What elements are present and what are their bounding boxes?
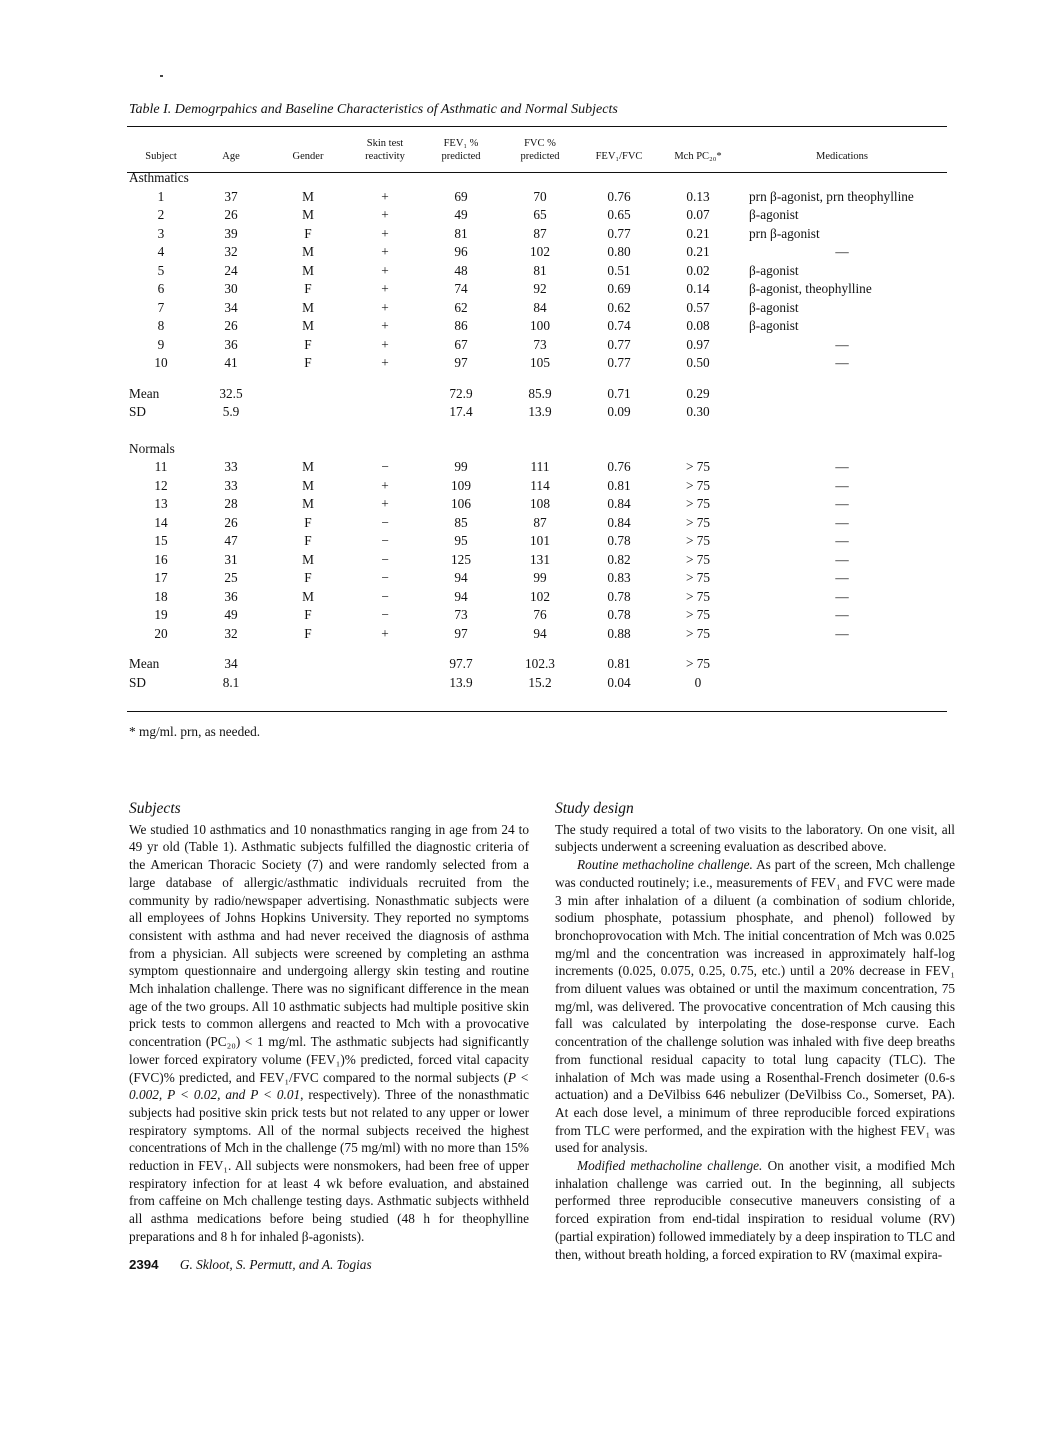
cell-ratio: 0.71 <box>607 385 631 401</box>
cell-fev: 74 <box>454 281 468 297</box>
cell-gender <box>267 655 349 674</box>
cell-fvc: 102 <box>530 244 550 260</box>
cell-skin-test: + <box>381 355 389 371</box>
table-row <box>127 569 947 588</box>
cell-subject: 3 <box>157 225 165 241</box>
cell-skin-test: + <box>381 207 389 223</box>
cell-ratio: 0.78 <box>607 533 631 549</box>
cell-skin-test: + <box>381 336 389 352</box>
cell-fev: 125 <box>451 551 471 567</box>
cell-age: 33 <box>224 477 238 493</box>
header-ratio: FEV₁/FVC <box>595 151 643 162</box>
cell-medications: — <box>835 355 849 371</box>
header-gender: Gender <box>292 151 324 162</box>
cell-skin-test: + <box>381 299 389 315</box>
cell-ratio: 0.83 <box>607 570 631 586</box>
header-skin-line1: Skin test <box>366 138 404 149</box>
cell-medications: — <box>835 588 849 604</box>
group-row-normals <box>127 440 947 459</box>
cell-gender: F <box>304 625 312 641</box>
cell-skin-test <box>349 403 421 422</box>
cell-age: 8.1 <box>222 674 240 690</box>
cell-fev: 97.7 <box>449 656 473 672</box>
cell-medications: — <box>835 244 849 260</box>
cell-ratio: 0.88 <box>607 625 631 641</box>
cell-fev: 97 <box>454 355 468 371</box>
cell-fvc: 65 <box>533 207 547 223</box>
cell-skin-test: − <box>381 607 389 623</box>
cell-stat-label: Mean <box>129 385 160 401</box>
header-fev <box>421 134 501 163</box>
cell-ratio: 0.84 <box>607 496 631 512</box>
cell-medications: β-agonist <box>749 299 799 315</box>
cell-age: 5.9 <box>222 404 240 420</box>
cell-medications: — <box>835 551 849 567</box>
header-age: Age <box>222 151 240 162</box>
cell-medications <box>737 674 947 693</box>
table-row <box>127 606 947 625</box>
cell-fev: 99 <box>454 459 468 475</box>
table-row <box>127 262 947 281</box>
cell-fvc: 85.9 <box>528 385 552 401</box>
mean-row <box>127 385 947 404</box>
cell-age: 26 <box>224 207 238 223</box>
cell-skin-test: + <box>381 188 389 204</box>
cell-mch: > 75 <box>685 570 711 586</box>
cell-gender: M <box>302 299 314 315</box>
cell-mch: 0.50 <box>686 355 710 371</box>
cell-mch: > 75 <box>685 496 711 512</box>
cell-gender: F <box>304 355 312 371</box>
cell-skin-test: − <box>381 459 389 475</box>
cell-fev: 48 <box>454 262 468 278</box>
table-row <box>127 317 947 336</box>
cell-fev: 109 <box>451 477 471 493</box>
cell-fev: 85 <box>454 514 468 530</box>
cell-mch: > 75 <box>685 533 711 549</box>
cell-fvc: 73 <box>533 336 547 352</box>
cell-fvc: 81 <box>533 262 547 278</box>
cell-skin-test: + <box>381 225 389 241</box>
cell-subject: 10 <box>154 355 168 371</box>
table-row <box>127 477 947 496</box>
cell-fvc: 92 <box>533 281 547 297</box>
table-row <box>127 336 947 355</box>
cell-medications: — <box>835 625 849 641</box>
cell-skin-test: − <box>381 533 389 549</box>
group-label: Normals <box>129 440 175 456</box>
cell-age: 24 <box>224 262 238 278</box>
cell-fvc: 87 <box>533 514 547 530</box>
table-caption: Table I. Demogrpahics and Baseline Characteristics of Asthmatic and Normal Subjects <box>129 102 618 117</box>
table-header-row <box>127 134 947 163</box>
cell-skin-test: + <box>381 625 389 641</box>
cell-skin-test: + <box>381 318 389 334</box>
design-paragraph-1: The study required a total of two visits to the laboratory. On one visit, all subjects underwent a screening evaluation as described above. <box>555 821 955 855</box>
demographics-table <box>127 134 947 692</box>
sd-row <box>127 403 947 422</box>
cell-ratio: 0.69 <box>607 281 631 297</box>
cell-subject: 4 <box>157 244 165 260</box>
cell-skin-test: − <box>381 570 389 586</box>
cell-fvc: 15.2 <box>528 674 552 690</box>
cell-ratio: 0.81 <box>607 477 631 493</box>
table-row <box>127 532 947 551</box>
cell-mch: 0.97 <box>686 336 710 352</box>
header-skin-test <box>349 134 421 163</box>
cell-medications <box>737 385 947 404</box>
cell-subject: 6 <box>157 281 165 297</box>
cell-age: 34 <box>224 656 238 672</box>
study-design-section <box>555 800 955 1263</box>
table-footnote: * mg/ml. prn, as needed. <box>129 724 261 739</box>
cell-skin-test <box>349 674 421 693</box>
header-fvc-line1: FVC % <box>524 138 556 149</box>
cell-ratio: 0.04 <box>607 674 631 690</box>
cell-medications: — <box>835 533 849 549</box>
cell-subject: 17 <box>154 570 168 586</box>
cell-medications: — <box>835 607 849 623</box>
cell-gender: M <box>302 318 314 334</box>
stray-mark <box>160 75 163 77</box>
cell-skin-test: − <box>381 551 389 567</box>
cell-medications: — <box>835 336 849 352</box>
cell-fvc: 100 <box>530 318 550 334</box>
cell-fvc: 94 <box>533 625 547 641</box>
cell-subject: 7 <box>157 299 165 315</box>
cell-subject: 9 <box>157 336 165 352</box>
cell-fvc: 76 <box>533 607 547 623</box>
cell-subject: 14 <box>154 514 168 530</box>
cell-age: 39 <box>224 225 238 241</box>
cell-fvc: 105 <box>530 355 550 371</box>
header-skin-line2: reactivity <box>365 151 405 162</box>
sd-row <box>127 674 947 693</box>
header-fev-line2: predicted <box>441 151 481 162</box>
cell-subject: 16 <box>154 551 168 567</box>
cell-gender: M <box>302 477 314 493</box>
cell-age: 28 <box>224 496 238 512</box>
cell-fvc: 13.9 <box>528 404 552 420</box>
cell-mch: > 75 <box>685 588 711 604</box>
subjects-heading: Subjects <box>129 800 181 817</box>
cell-ratio: 0.65 <box>607 207 631 223</box>
cell-skin-test: − <box>381 514 389 530</box>
cell-fev: 96 <box>454 244 468 260</box>
cell-medications: β-agonist <box>749 262 799 278</box>
cell-skin-test: + <box>381 496 389 512</box>
cell-mch: > 75 <box>685 459 711 475</box>
cell-fev: 81 <box>454 225 468 241</box>
cell-gender: M <box>302 244 314 260</box>
cell-fev: 86 <box>454 318 468 334</box>
cell-fev: 73 <box>454 607 468 623</box>
cell-gender: M <box>302 496 314 512</box>
header-medications: Medications <box>816 151 868 162</box>
cell-ratio: 0.77 <box>607 355 631 371</box>
page-footer <box>129 1257 372 1273</box>
cell-gender: M <box>302 588 314 604</box>
cell-mch: > 75 <box>685 514 711 530</box>
cell-ratio: 0.82 <box>607 551 631 567</box>
cell-age: 47 <box>224 533 238 549</box>
cell-gender <box>267 403 349 422</box>
table-row <box>127 243 947 262</box>
cell-fvc: 70 <box>533 188 547 204</box>
cell-mch: > 75 <box>685 607 711 623</box>
cell-fvc: 84 <box>533 299 547 315</box>
cell-fev: 94 <box>454 588 468 604</box>
cell-fev: 67 <box>454 336 468 352</box>
cell-age: 26 <box>224 514 238 530</box>
cell-fvc: 131 <box>530 551 550 567</box>
cell-fvc: 102 <box>530 588 550 604</box>
cell-ratio: 0.76 <box>607 188 631 204</box>
cell-fvc: 102.3 <box>525 656 555 672</box>
cell-age: 31 <box>224 551 238 567</box>
cell-medications: — <box>835 459 849 475</box>
cell-fev: 69 <box>454 188 468 204</box>
cell-fev: 72.9 <box>449 385 473 401</box>
cell-medications: β-agonist <box>749 318 799 334</box>
cell-gender <box>267 674 349 693</box>
table-row <box>127 458 947 477</box>
cell-mch: 0.30 <box>686 404 710 420</box>
cell-age: 36 <box>224 588 238 604</box>
cell-ratio: 0.74 <box>607 318 631 334</box>
cell-gender: M <box>302 188 314 204</box>
cell-ratio: 0.76 <box>607 459 631 475</box>
cell-mch: 0.07 <box>686 207 710 223</box>
subjects-section <box>129 800 529 1246</box>
cell-skin-test <box>349 385 421 404</box>
cell-gender: F <box>304 533 312 549</box>
cell-mch: 0.21 <box>686 225 710 241</box>
table-row <box>127 588 947 607</box>
cell-ratio: 0.81 <box>607 656 631 672</box>
cell-skin-test: − <box>381 588 389 604</box>
cell-age: 37 <box>224 188 238 204</box>
group-label: Asthmatics <box>129 170 189 186</box>
mean-row <box>127 655 947 674</box>
cell-medications: — <box>835 477 849 493</box>
cell-gender: M <box>302 459 314 475</box>
cell-gender: F <box>304 225 312 241</box>
cell-skin-test: + <box>381 477 389 493</box>
cell-mch: 0.29 <box>686 385 710 401</box>
cell-fvc: 101 <box>530 533 550 549</box>
cell-fev: 49 <box>454 207 468 223</box>
cell-stat-label: Mean <box>129 656 160 672</box>
table-bottom-rule <box>127 711 947 712</box>
cell-fev: 94 <box>454 570 468 586</box>
cell-gender: M <box>302 262 314 278</box>
cell-stat-label: SD <box>129 674 146 690</box>
cell-subject: 8 <box>157 318 165 334</box>
cell-medications: — <box>835 570 849 586</box>
cell-subject: 19 <box>154 607 168 623</box>
table-row <box>127 514 947 533</box>
cell-subject: 2 <box>157 207 165 223</box>
cell-fev: 97 <box>454 625 468 641</box>
header-subject: Subject <box>145 151 177 162</box>
cell-age: 30 <box>224 281 238 297</box>
group-row-asthmatics <box>127 169 947 188</box>
cell-medications: — <box>835 496 849 512</box>
cell-fvc: 108 <box>530 496 550 512</box>
cell-mch: 0.21 <box>686 244 710 260</box>
cell-medications: β-agonist, theophylline <box>749 281 872 297</box>
cell-skin-test: + <box>381 281 389 297</box>
cell-mch: > 75 <box>685 477 711 493</box>
cell-ratio: 0.62 <box>607 299 631 315</box>
table-row <box>127 225 947 244</box>
cell-gender: M <box>302 551 314 567</box>
cell-gender: F <box>304 514 312 530</box>
cell-skin-test <box>349 655 421 674</box>
cell-subject: 20 <box>154 625 168 641</box>
cell-age: 49 <box>224 607 238 623</box>
table-row <box>127 495 947 514</box>
cell-gender: F <box>304 336 312 352</box>
cell-mch: 0 <box>694 674 702 690</box>
cell-mch: > 75 <box>685 551 711 567</box>
subjects-paragraph: We studied 10 asthmatics and 10 nonasthmatics ranging in age from 24 to 49 yr old (Table 1). Asthmatic subjects fulfilled the diagnostic criteria of the American Thoracic Society (7) and were randomly selected from a large database of allergic/asthmatic individuals recruited from the community by radio/newspaper advertising. Nonasthmatic subjects were all employees of Johns Hopkins University. They reported no symptoms consistent with asthma and had never received the diagnosis of asthma from a physician. All subjects were screened by completing an asthma symptom questionnaire and undergoing allergy skin testing and routine Mch inhalation challenge. There was no significant difference in the mean age of the two groups. All 10 asthmatic subjects had multiple positive skin prick tests to common allergens and reacted to Mch with a provocative concentration (PC₂₀) < 1 mg/ml. The asthmatic subjects had significantly lower forced expiratory volume (FEV₁)% predicted, forced vital capacity (FVC)% predicted, and FEV₁/FVC compared to the normal subjects (P < 0.002, P < 0.02, and P < 0.01, respectively). Three of the nonasthmatic subjects had positive skin prick tests but not related to any upper or lower respiratory symptoms. All of the normal subjects received the highest concentrations of Mch in the challenge (75 mg/ml) with no more than 15% reduction in FEV₁. All subjects were nonsmokers, had been free of upper respiratory infection for at least 4 wk before evaluation, and abstained from caffeine on Mch challenge testing days. Asthmatic subjects withheld all asthma medications before being studied (48 h for theophylline preparations and 8 h for inhaled β-agonists). <box>129 821 529 1244</box>
cell-ratio: 0.84 <box>607 514 631 530</box>
cell-gender: F <box>304 607 312 623</box>
design-paragraph-2: Routine methacholine challenge. As part of the screen, Mch challenge was conducted routinely; i.e., measurements of FEV₁ and FVC were made 3 min after inhalation of a diluent (a combination of sodium chloride, sodium phosphate, potassium phosphate, and phenol) followed by bronchoprovocation with Mch. The initial concentration of Mch was 0.025 mg/ml and the concentration was increased in approximately half-log increments (0.025, 0.075, 0.25, 0.75, etc.) until a 20% decrease in FEV₁ from diluent values was obtained or until the maximum concentration, 75 mg/ml, was delivered. The provocative concentration of Mch causing this fall was calculated by interpolating the dose-response curve. Each concentration of the challenge solution was inhaled with five deep breaths from functional residual capacity to total lung capacity (TLC). The inhalation of Mch was made using a Rosenthal-French dosimeter (0.6-s actuation) and a DeVilbiss 646 nebulizer (DeVilbiss Co., Somerset, PA). At each dose level, a minimum of three reproducible forced expirations from TLC were performed, and the expiration with the highest FEV₁ was used for analysis. <box>555 857 956 1156</box>
cell-medications: — <box>835 514 849 530</box>
cell-gender: F <box>304 281 312 297</box>
cell-gender: M <box>302 207 314 223</box>
cell-subject: 13 <box>154 496 168 512</box>
table-row <box>127 354 947 373</box>
cell-fvc: 114 <box>530 477 550 493</box>
cell-skin-test: + <box>381 262 389 278</box>
table-body <box>127 163 947 692</box>
cell-ratio: 0.51 <box>607 262 631 278</box>
cell-ratio: 0.09 <box>607 404 631 420</box>
cell-fvc: 87 <box>533 225 547 241</box>
cell-mch: 0.08 <box>686 318 710 334</box>
cell-stat-label: SD <box>129 404 146 420</box>
design-paragraph-3: Modified methacholine challenge. On another visit, a modified Mch inhalation challenge was carried out. In the beginning, all subjects performed three reproducible consecutive maneuvers consisting of a forced expiration from end-tidal inspiration to residual volume (RV) (partial expiration) followed immediately by a deep inspiration to TLC and then, without breath holding, a forced expiration to RV (maximal expira- <box>555 1158 955 1262</box>
cell-mch: > 75 <box>685 625 711 641</box>
table-row <box>127 206 947 225</box>
cell-age: 25 <box>224 570 238 586</box>
cell-subject: 15 <box>154 533 168 549</box>
cell-ratio: 0.78 <box>607 588 631 604</box>
header-mch: Mch PC₂₀* <box>674 151 722 162</box>
cell-fev: 17.4 <box>449 404 473 420</box>
cell-fvc: 111 <box>530 459 550 475</box>
cell-fev: 95 <box>454 533 468 549</box>
table-top-rule <box>127 126 947 127</box>
cell-mch: 0.02 <box>686 262 710 278</box>
cell-subject: 5 <box>157 262 165 278</box>
study-design-heading: Study design <box>555 800 634 817</box>
cell-age: 32 <box>224 244 238 260</box>
cell-mch: 0.13 <box>686 188 710 204</box>
cell-age: 32.5 <box>219 385 243 401</box>
cell-age: 32 <box>224 625 238 641</box>
header-fev-line1: FEV₁ % <box>443 138 479 149</box>
cell-medications: prn β-agonist, prn theophylline <box>749 188 914 204</box>
cell-subject: 18 <box>154 588 168 604</box>
cell-subject: 12 <box>154 477 168 493</box>
cell-subject: 11 <box>154 459 168 475</box>
cell-age: 36 <box>224 336 238 352</box>
cell-ratio: 0.77 <box>607 225 631 241</box>
table-row <box>127 625 947 644</box>
page-number: 2394 <box>129 1257 159 1272</box>
cell-fvc: 99 <box>533 570 547 586</box>
cell-fev: 13.9 <box>449 674 473 690</box>
header-fvc <box>501 134 579 163</box>
cell-ratio: 0.80 <box>607 244 631 260</box>
cell-gender <box>267 385 349 404</box>
cell-subject: 1 <box>157 188 165 204</box>
cell-medications: β-agonist <box>749 207 799 223</box>
cell-fev: 62 <box>454 299 468 315</box>
cell-medications: prn β-agonist <box>749 225 820 241</box>
cell-age: 34 <box>224 299 238 315</box>
cell-age: 41 <box>224 355 238 371</box>
cell-skin-test: + <box>381 244 389 260</box>
cell-age: 26 <box>224 318 238 334</box>
cell-age: 33 <box>224 459 238 475</box>
cell-ratio: 0.77 <box>607 336 631 352</box>
cell-medications <box>737 655 947 674</box>
cell-ratio: 0.78 <box>607 607 631 623</box>
table-row <box>127 188 947 207</box>
cell-mch: > 75 <box>685 656 711 672</box>
table-row <box>127 299 947 318</box>
cell-mch: 0.14 <box>686 281 710 297</box>
cell-gender: F <box>304 570 312 586</box>
cell-fev: 106 <box>451 496 471 512</box>
header-fvc-line2: predicted <box>520 151 560 162</box>
cell-medications <box>737 403 947 422</box>
authors: G. Skloot, S. Permutt, and A. Togias <box>179 1257 372 1272</box>
table-row <box>127 551 947 570</box>
cell-mch: 0.57 <box>686 299 710 315</box>
table-row <box>127 280 947 299</box>
